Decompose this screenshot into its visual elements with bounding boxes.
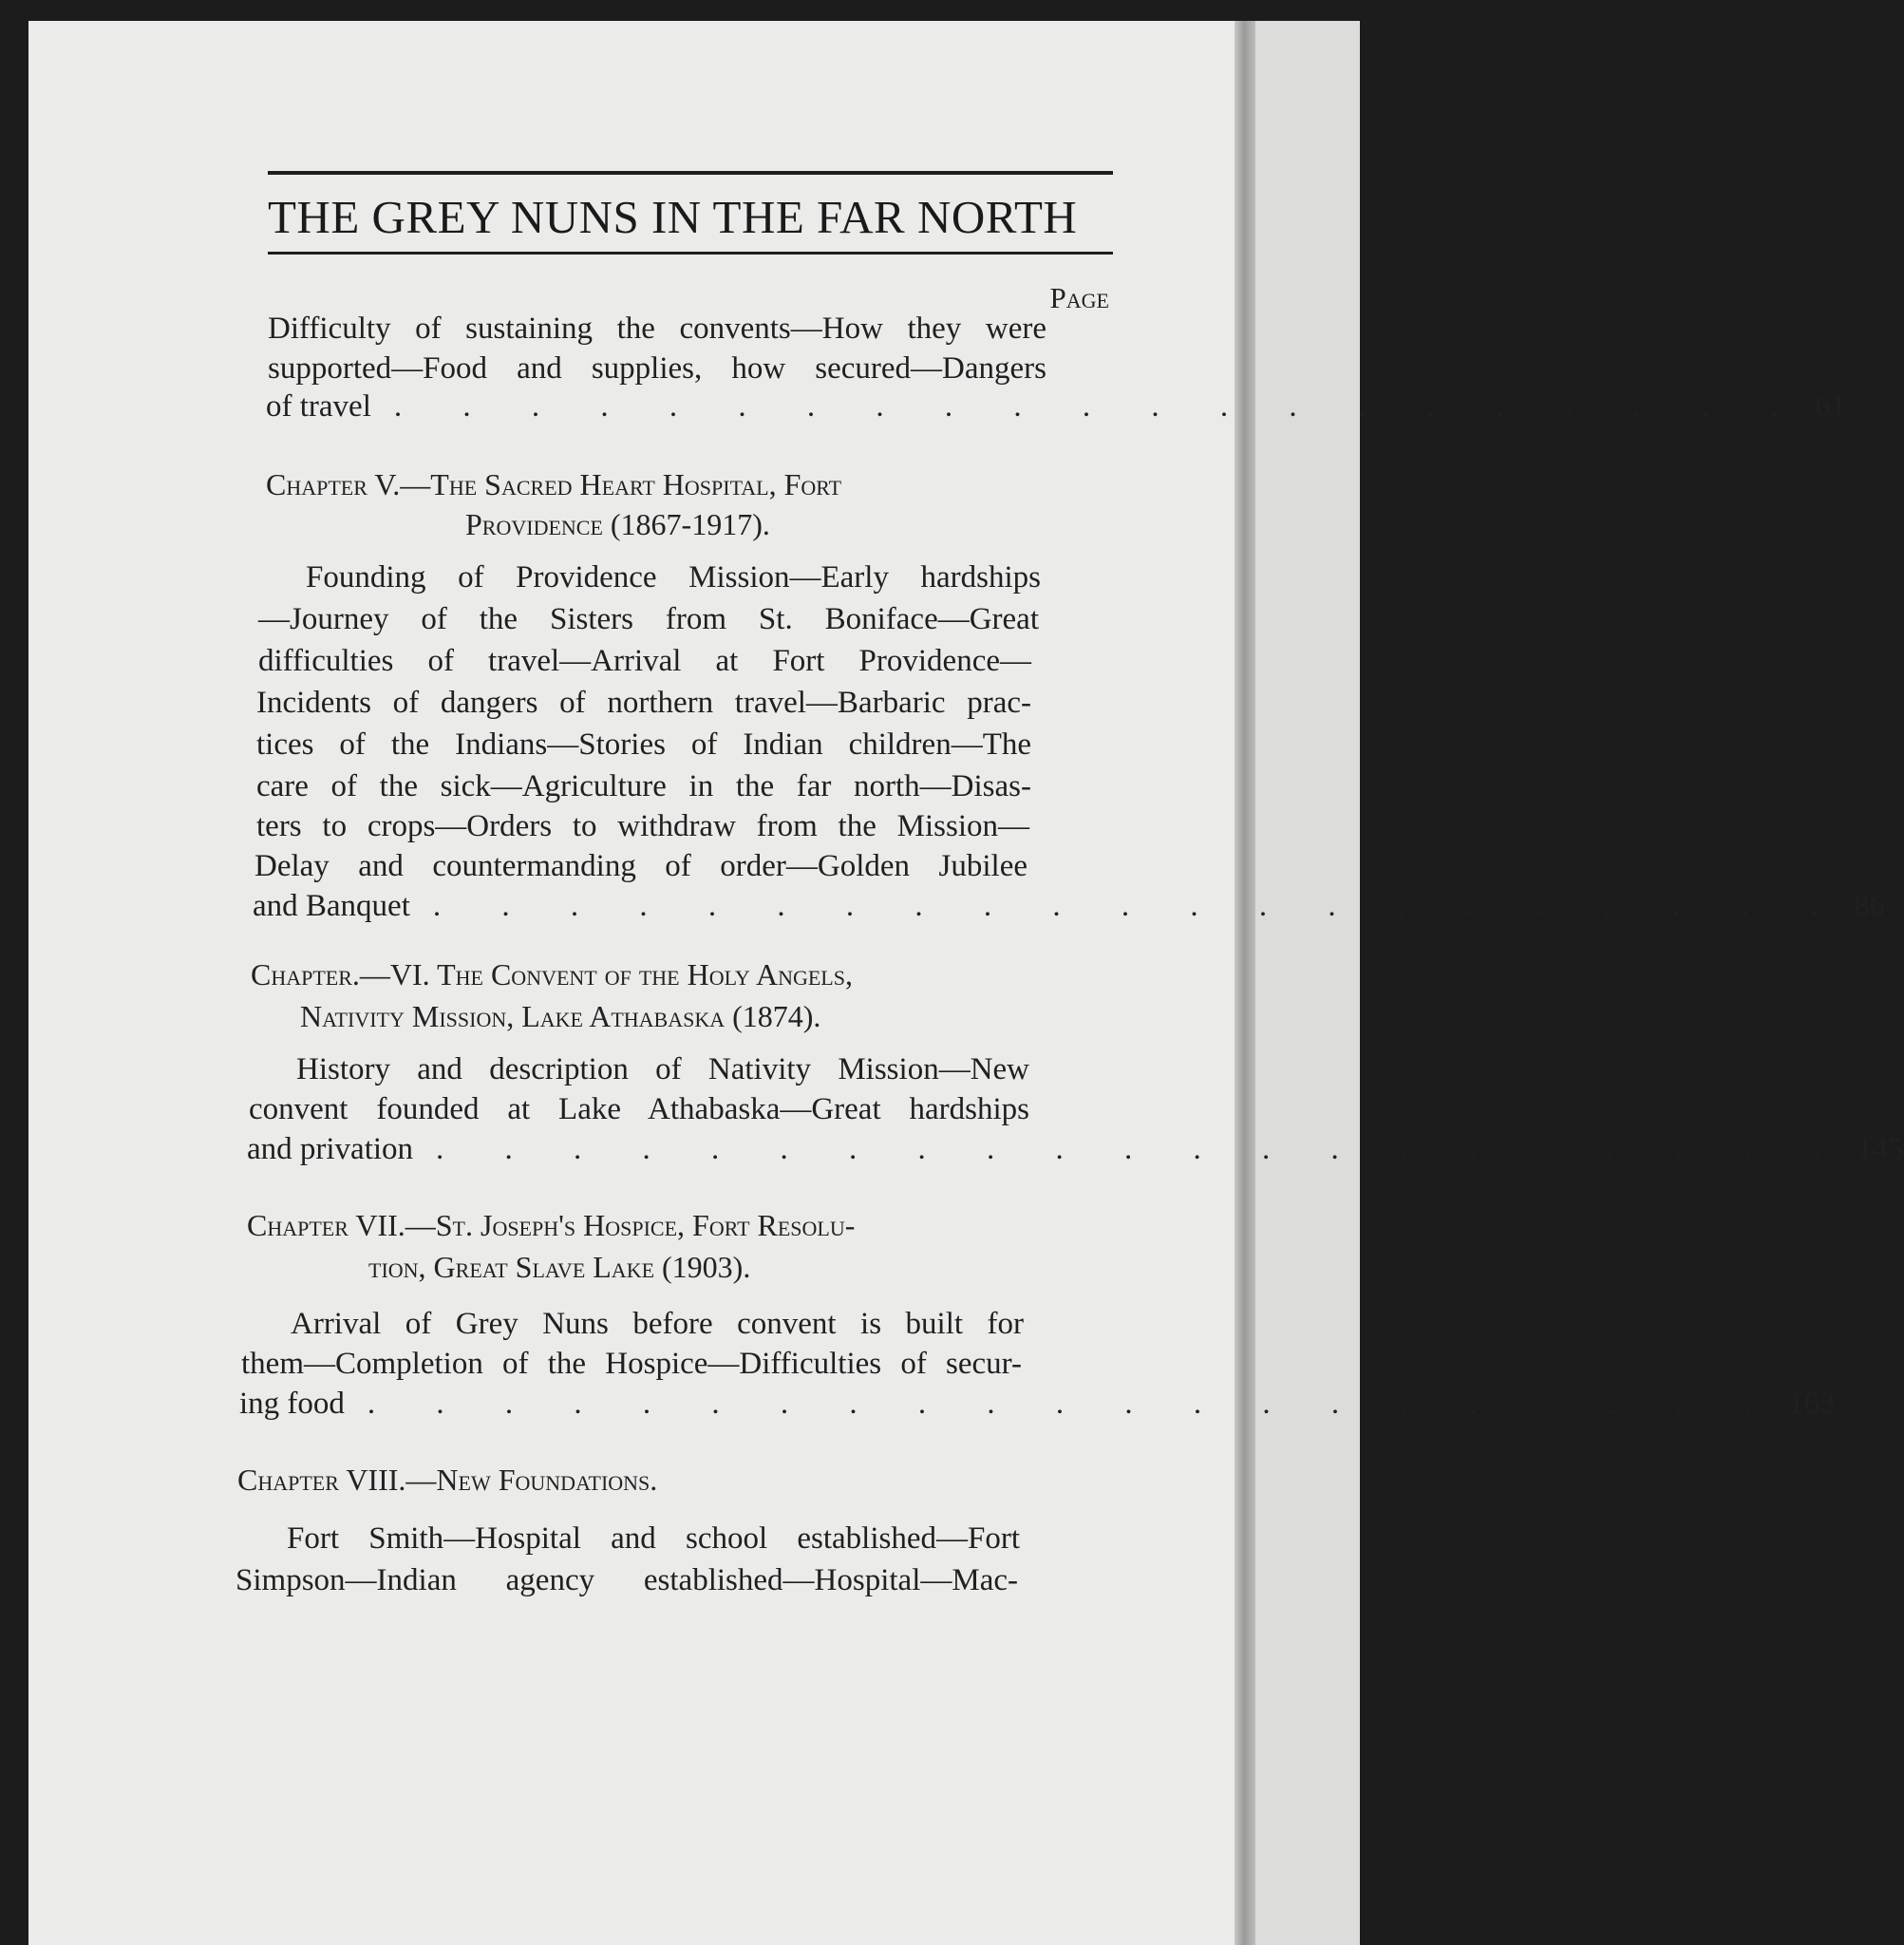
running-head: THE GREY NUNS IN THE FAR NORTH [268,191,1078,243]
chapter-heading: Chapter V.—The Sacred Heart Hospital, Fort [266,467,842,501]
contents-line: ters to crops—Orders to withdraw from the Mission— [256,809,1029,843]
entry-text: of travel [266,389,371,424]
contents-line: Difficulty of sustaining the convents—How they were [268,312,1046,346]
header-rule-bottom [268,252,1113,255]
chapter-heading: tion, Great Slave Lake (1903). [368,1250,751,1284]
dot-leader: . . . . . . . . . . . . . . . . . . . . . [436,1132,1848,1166]
page-number: 145 [1857,1132,1904,1166]
page-number: 61 [1815,389,1847,424]
contents-line: difficulties of travel—Arrival at Fort Providence— [258,644,1031,678]
contents-line: care of the sick—Agriculture in the far north—Disas- [256,769,1031,803]
contents-line: History and description of Nativity Mission—New [296,1052,1029,1086]
page-number: 163 [1788,1387,1836,1421]
contents-line: Fort Smith—Hospital and school established—Fort [287,1521,1020,1556]
page-column-label: Page [1049,281,1109,314]
book-gutter [1235,21,1255,1945]
contents-entry-last-line [247,1132,1904,1166]
contents-line: Incidents of dangers of northern travel—Barbaric prac- [256,686,1031,720]
contents-line: Arrival of Grey Nuns before convent is built for [291,1307,1024,1341]
chapter-heading: Providence (1867-1917). [465,507,770,541]
chapter-heading: Chapter.—VI. The Convent of the Holy Angels, [251,957,853,991]
contents-line: —Journey of the Sisters from St. Boniface—Great [258,602,1039,636]
contents-line: Simpson—Indian agency established—Hospital—Mac- [236,1563,1018,1597]
facing-page-edge [1255,21,1360,1945]
contents-line: Delay and countermanding of order—Golden Jubilee [254,849,1027,883]
chapter-heading: Nativity Mission, Lake Athabaska (1874). [300,999,821,1033]
entry-text: and Banquet [253,889,410,923]
dot-leader: . . . . . . . . . . . . . . . . . . . . . [367,1387,1780,1421]
dot-leader: . . . . . . . . . . . . . . . . . . . . . [432,889,1845,923]
entry-text: and privation [247,1132,414,1166]
contents-line: supported—Food and supplies, how secured—Dangers [268,351,1046,386]
chapter-heading: Chapter VIII.—New Foundations. [237,1463,658,1497]
contents-line: them—Completion of the Hospice—Difficulties of secur- [241,1347,1022,1381]
contents-line: Founding of Providence Mission—Early hardships [306,560,1041,595]
chapter-heading: Chapter VII.—St. Joseph's Hospice, Fort Resolu- [247,1208,856,1242]
dot-leader: . . . . . . . . . . . . . . . . . . . . . [393,389,1806,424]
contents-entry-last-line [266,389,1847,424]
contents-line: convent founded at Lake Athabaska—Great hardships [249,1092,1029,1126]
header-rule-top [268,171,1113,175]
contents-line: tices of the Indians—Stories of Indian children—The [256,727,1031,762]
page-number: 86 [1854,889,1886,923]
contents-entry-last-line [239,1387,1836,1421]
entry-text: ing food [239,1387,345,1421]
contents-entry-last-line [253,889,1886,923]
